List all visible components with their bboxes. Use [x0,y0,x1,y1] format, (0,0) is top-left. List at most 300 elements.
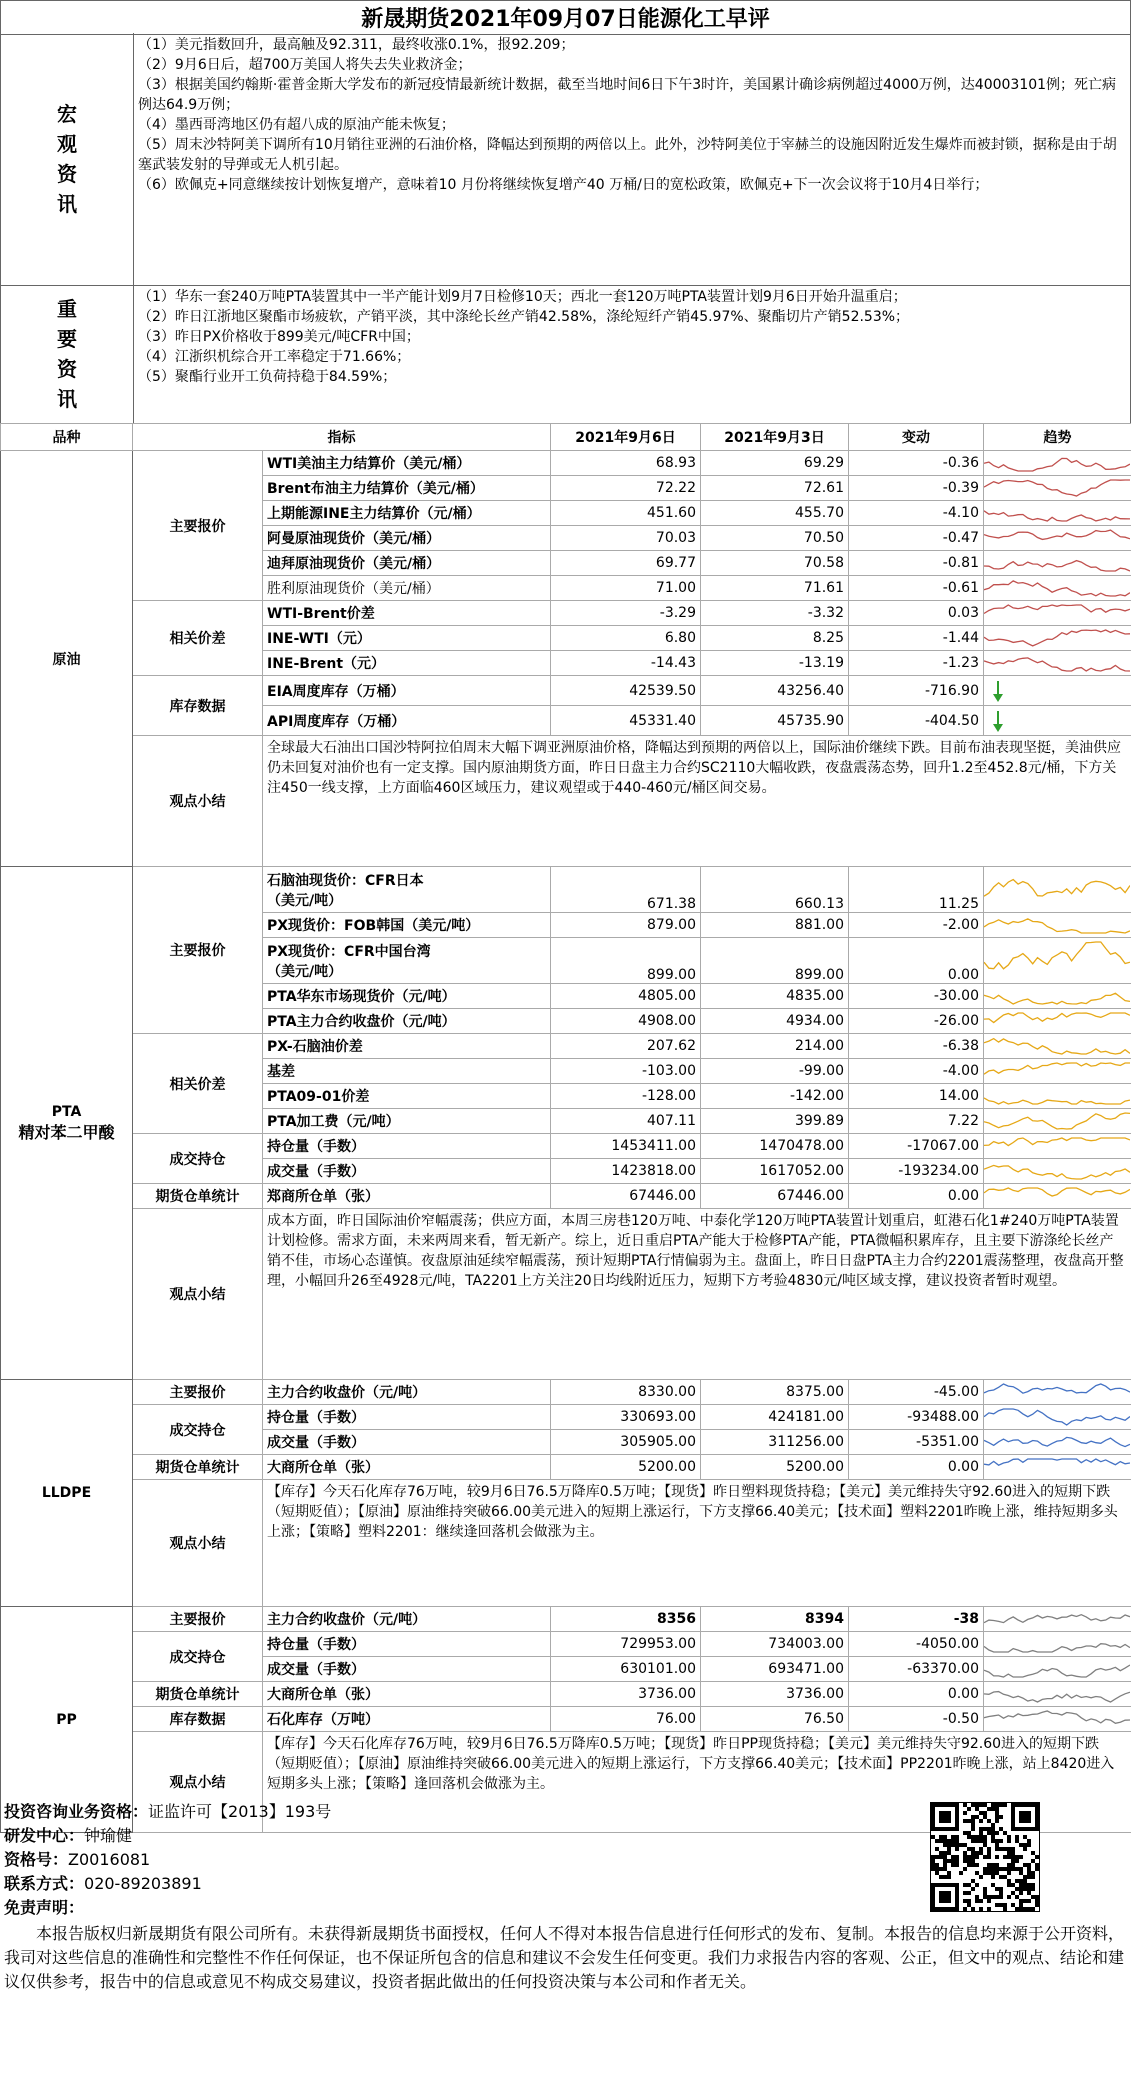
sparkline [984,576,1131,601]
row-value-2: 424181.00 [701,1405,849,1430]
row-name: 持仓量（手数） [263,1134,551,1159]
sparkline-chart [984,602,1130,624]
lldpe-category: LLDPE [1,1380,133,1607]
row-change: -4050.00 [849,1632,984,1657]
header-variety: 品种 [1,424,133,451]
qr-module [931,1859,935,1863]
sparkline [984,1380,1131,1405]
row-change: 0.00 [849,1682,984,1707]
macro-label-char: 观 [57,132,77,156]
row-value-2: 660.13 [701,867,849,913]
row-value-1: -3.29 [551,601,701,626]
crude-view-text: 全球最大石油出口国沙特阿拉伯周末大幅下调亚洲原油价格，降幅达到预期的两倍以上，国际油价继续下跌。目前布油表现坚挺，美油供应仍未回复对油价也有一定支撑。国内原油期货方面，昨日日盘主力合约SC2110大幅收跌，夜盘震荡态势，回升1.2至452.8元/桶，下方关注450一线支撑，上方面临460区域压力，建议观望或于440-460元/桶区间交易。 [263,736,1131,867]
sparkline [984,651,1131,676]
row-value-1: 4805.00 [551,984,701,1009]
table-row [1,1184,1131,1209]
pta-name: PTA [51,1103,82,1120]
row-value-1: 70.03 [551,526,701,551]
qr-module [999,1891,1003,1895]
row-name: 上期能源INE主力结算价（元/桶） [263,501,551,526]
row-name: 持仓量（手数） [263,1405,551,1430]
important-item: （4）江浙织机综合开工率稳定于71.66%； [138,349,411,365]
qr-module [983,1811,987,1815]
macro-item: （2）9月6日后，超700万美国人将失去失业救济金； [138,57,472,73]
row-name: EIA周度库存（万桶） [263,676,551,706]
pp-category: PP [1,1607,133,1833]
qr-module [1031,1887,1035,1891]
sparkline-chart [984,1608,1130,1630]
sparkline-chart [984,627,1130,649]
sparkline [984,1657,1131,1682]
qr-module [1011,1863,1015,1867]
qr-module [995,1807,999,1811]
row-value-1: 671.38 [551,867,701,913]
sparkline-line [984,605,1130,614]
pp-sub-warrant: 期货仓单统计 [133,1682,263,1707]
qr-module [971,1907,975,1911]
important-label-char: 资 [57,357,77,381]
table-row [1,601,1131,626]
sparkline-chart [984,868,1130,912]
row-value-2: 8375.00 [701,1380,849,1405]
row-value-1: -14.43 [551,651,701,676]
crude-sub-stock: 库存数据 [133,676,263,736]
sparkline [984,867,1131,913]
qr-module [991,1831,995,1835]
qr-module [979,1851,983,1855]
row-name: 主力合约收盘价（元/吨） [263,1607,551,1632]
qr-module [967,1847,971,1851]
crude-sub-spread: 相关价差 [133,601,263,676]
qr-module [963,1811,967,1815]
row-change: -4.00 [849,1059,984,1084]
sparkline-chart [984,452,1130,474]
qr-module [971,1863,975,1867]
row-value-2: 3736.00 [701,1682,849,1707]
qr-module [995,1803,999,1807]
row-value-2: 43256.40 [701,676,849,706]
qr-module [947,1859,951,1863]
qr-module [1007,1839,1011,1843]
row-value-1: 69.77 [551,551,701,576]
row-value-2: 71.61 [701,576,849,601]
qr-module [967,1831,971,1835]
row-value-1: 8330.00 [551,1380,701,1405]
sparkline [984,1059,1131,1084]
important-section [0,285,1131,424]
qr-module [1007,1847,1011,1851]
row-name: PTA华东市场现货价（元/吨） [263,984,551,1009]
qr-module [1007,1867,1011,1871]
qr-module [1019,1883,1023,1887]
qr-module [951,1855,955,1859]
row-change: -30.00 [849,984,984,1009]
qr-module [1015,1907,1019,1911]
qr-module [987,1871,991,1875]
qr-module [1031,1871,1035,1875]
qr-module [983,1855,987,1859]
row-value-1: 729953.00 [551,1632,701,1657]
qr-module [943,1867,947,1871]
footer-key: 联系方式： [4,1874,85,1893]
qr-module [979,1847,983,1851]
qr-module [1027,1891,1031,1895]
row-value-2: 4835.00 [701,984,849,1009]
table-row [1,1380,1131,1405]
row-value-2: 8.25 [701,626,849,651]
qr-module [955,1839,959,1843]
sparkline [984,1034,1131,1059]
qr-module [1023,1835,1027,1839]
sparkline [984,1084,1131,1109]
sparkline-chart [984,1110,1130,1132]
pta-sub-quote: 主要报价 [133,867,263,1034]
macro-item: （1）美元指数回升，最高触及92.311，最终收涨0.1%，报92.209； [138,37,575,53]
qr-module [963,1859,967,1863]
pp-sub-volume: 成交持仓 [133,1632,263,1682]
qr-module [1007,1895,1011,1899]
row-value-2: 70.58 [701,551,849,576]
row-value-2: 693471.00 [701,1657,849,1682]
row-change: -0.50 [849,1707,984,1732]
qr-module [1031,1851,1035,1855]
qr-module [991,1827,995,1831]
qr-module [1015,1867,1019,1871]
lldpe-sub-view: 观点小结 [133,1480,263,1607]
qr-module [1027,1883,1031,1887]
qr-module [995,1887,999,1891]
sparkline-line [984,530,1130,539]
qr-module [987,1855,991,1859]
row-value-2: 881.00 [701,913,849,938]
row-name [263,938,551,984]
qr-module [967,1899,971,1903]
sparkline-line [984,630,1130,646]
row-value-2: 5200.00 [701,1455,849,1480]
pta-view-text: 成本方面，昨日国际油价窄幅震荡；供应方面，本周三房巷120万吨、中泰化学120万吨PTA装置计划重启，虹港石化1#240万吨PTA装置计划检修。需求方面，未来两周来看，暂无新产。综上，近日重启PTA产能大于检修PTA产能，PTA微幅积累库存，且主要下游涤纶长丝产销不佳，市场心态谨慎。夜盘原油延续窄幅震荡，预计短期PTA行情偏弱为主。盘面上，昨日日盘PTA主力合约2201震荡整理，夜盘高开整理，小幅回升26至4928元/吨，TA2201上方关注20日均线附近压力，短期下方考验4830元/吨区域支撑，建议投资者暂时观望。 [263,1209,1131,1380]
qr-module [979,1875,983,1879]
sparkline-line [984,1098,1130,1104]
qr-module [1023,1907,1027,1911]
row-value-1: -128.00 [551,1084,701,1109]
qr-module [975,1899,979,1903]
qr-module [1003,1907,1007,1911]
qr-module [1019,1855,1023,1859]
qr-module [975,1863,979,1867]
sparkline-line [984,1013,1130,1023]
important-item: （1）华东一套240万吨PTA装置其中一半产能计划9月7日检修10天；西北一套120万吨PTA装置计划9月6日开始升温重启； [138,289,907,305]
qr-module [987,1819,991,1823]
row-name: INE-Brent（元） [263,651,551,676]
row-value-2: 70.50 [701,526,849,551]
qr-module [971,1815,975,1819]
row-change: -93488.00 [849,1405,984,1430]
down-arrow-icon [984,677,1131,705]
macro-label-char: 资 [57,162,77,186]
qr-module [939,1855,943,1859]
sparkline [984,1109,1131,1134]
macro-items [134,33,1130,285]
qr-module [1019,1843,1023,1847]
qr-module [983,1871,987,1875]
row-value-1: 42539.50 [551,676,701,706]
qr-module [979,1819,983,1823]
qr-module [943,1859,947,1863]
sparkline-chart [984,652,1130,674]
qr-module [1007,1855,1011,1859]
row-value-2: 455.70 [701,501,849,526]
qr-module [987,1899,991,1903]
qr-module [943,1835,947,1839]
row-name: 大商所仓单（张） [263,1455,551,1480]
row-value-2: 399.89 [701,1109,849,1134]
qr-module [1023,1847,1027,1851]
qr-module [975,1855,979,1859]
sparkline-line [984,942,1130,969]
qr-module [943,1843,947,1847]
qr-module [1007,1883,1011,1887]
macro-section [0,33,1131,286]
qr-module [983,1839,987,1843]
qr-module [1015,1895,1019,1899]
table-header [1,424,1131,451]
header-trend: 趋势 [984,424,1131,451]
sparkline [984,1607,1131,1632]
table-row [1,1682,1131,1707]
sparkline-line [984,1165,1130,1179]
sparkline-chart [984,577,1130,599]
row-name: 胜利原油现货价（美元/桶） [263,576,551,601]
sparkline [984,1184,1131,1209]
lldpe-sub-quote: 主要报价 [133,1380,263,1405]
qr-module [1023,1899,1027,1903]
qr-module [1027,1843,1031,1847]
qr-module [1011,1851,1015,1855]
qr-module [1023,1883,1027,1887]
sparkline [984,1430,1131,1455]
row-change: -4.10 [849,501,984,526]
qr-module [935,1867,939,1871]
important-label-char: 重 [57,297,77,321]
qr-module [999,1803,1003,1807]
row-change: -5351.00 [849,1430,984,1455]
row-name: WTI-Brent价差 [263,601,551,626]
crude-sub-quote: 主要报价 [133,451,263,601]
qr-module [943,1855,947,1859]
row-value-2: 76.50 [701,1707,849,1732]
qr-module [1007,1835,1011,1839]
qr-module [1007,1863,1011,1867]
footer-value: 020-89203891 [84,1874,202,1893]
row-name: 迪拜原油现货价（美元/桶） [263,551,551,576]
qr-module [975,1895,979,1899]
sparkline [984,938,1131,984]
sparkline-chart [984,552,1130,574]
qr-module [1003,1903,1007,1907]
row-change: -1.23 [849,651,984,676]
qr-module [995,1895,999,1899]
qr-module [1011,1859,1015,1863]
row-name: PTA加工费（元/吨） [263,1109,551,1134]
qr-module [1027,1875,1031,1879]
qr-code-icon [931,1803,1039,1911]
qr-module [995,1867,999,1871]
qr-module [1027,1871,1031,1875]
pta-sub-volume: 成交持仓 [133,1134,263,1184]
table-row [1,1405,1131,1430]
row-name-line1: PX现货价：CFR中国台湾 [267,943,431,960]
sparkline [984,526,1131,551]
sparkline-chart [984,1658,1130,1680]
qr-module [1023,1875,1027,1879]
pta-sub-view: 观点小结 [133,1209,263,1380]
qr-module [955,1855,959,1859]
row-value-2: 72.61 [701,476,849,501]
qr-module [987,1827,991,1831]
qr-module [1011,1891,1015,1895]
lldpe-sub-volume: 成交持仓 [133,1405,263,1455]
macro-label [1,33,134,285]
qr-module [967,1807,971,1811]
qr-module [975,1807,979,1811]
qr-module [967,1903,971,1907]
qr-module [991,1803,995,1807]
qr-module [999,1815,1003,1819]
qr-module [963,1907,967,1911]
qr-module [943,1851,947,1855]
row-value-1: 71.00 [551,576,701,601]
qr-module [987,1847,991,1851]
qr-module [967,1819,971,1823]
row-name: Brent布油主力结算价（美元/桶） [263,476,551,501]
qr-module [987,1907,991,1911]
sparkline-line [984,1615,1130,1623]
qr-module [955,1843,959,1847]
sparkline [984,984,1131,1009]
sparkline [984,1009,1131,1034]
table-row [1,1707,1131,1732]
row-value-1: 76.00 [551,1707,701,1732]
qr-module [1003,1803,1007,1807]
qr-module [991,1883,995,1887]
qr-module [963,1843,967,1847]
row-value-1: 45331.40 [551,706,701,736]
row-value-1: 68.93 [551,451,701,476]
row-change: -0.47 [849,526,984,551]
row-name: PX现货价：FOB韩国（美元/吨） [263,913,551,938]
table-row [1,1455,1131,1480]
qr-module [931,1867,935,1871]
table-row [1,867,1131,913]
row-change: 11.25 [849,867,984,913]
pp-sub-view: 观点小结 [133,1732,263,1833]
qr-module [939,1835,943,1839]
pta-sub-warrant: 期货仓单统计 [133,1184,263,1209]
macro-item: （4）墨西哥湾地区仍有超八成的原油产能未恢复； [138,117,455,133]
macro-item: （6）欧佩克+同意继续按计划恢复增产，意味着10 月份将继续恢复增产40 万桶/日的宽松政策，欧佩克+下一次会议将于10月4日举行； [138,177,989,193]
row-change: -716.90 [849,676,984,706]
qr-module [1015,1839,1019,1843]
qr-module [1007,1871,1011,1875]
row-value-1: 451.60 [551,501,701,526]
qr-module [971,1819,975,1823]
sparkline-line [984,1711,1130,1723]
row-change: -193234.00 [849,1159,984,1184]
important-label [1,285,134,423]
qr-module [971,1851,975,1855]
qr-module [951,1839,955,1843]
row-value-1: 67446.00 [551,1184,701,1209]
row-name: 郑商所仓单（张） [263,1184,551,1209]
sparkline-line [984,1437,1130,1446]
crude-category: 原油 [1,451,133,867]
qr-module [1011,1847,1015,1851]
row-change: -404.50 [849,706,984,736]
important-items [134,285,1130,423]
macro-item: （5）周末沙特阿美下调所有10月销往亚洲的石油价格，降幅达到预期的两倍以上。此外，沙特阿美位于宰赫兰的设施因附近发生爆炸而被封锁，据称是由于胡塞武装发射的导弹或无人机引起。 [138,137,1117,173]
table-row [1,1632,1131,1657]
qr-module [971,1803,975,1807]
row-name: 大商所仓单（张） [263,1682,551,1707]
qr-module [1023,1879,1027,1883]
qr-module [971,1835,975,1839]
sparkline [984,451,1131,476]
sparkline-chart [984,1035,1130,1057]
row-name: WTI美油主力结算价（美元/桶） [263,451,551,476]
qr-module [1035,1863,1039,1867]
qr-module [939,1875,943,1879]
lldpe-sub-warrant: 期货仓单统计 [133,1455,263,1480]
qr-module [967,1883,971,1887]
qr-module [947,1847,951,1851]
row-name: 阿曼原油现货价（美元/桶） [263,526,551,551]
sparkline-chart [984,1135,1130,1157]
qr-module [983,1803,987,1807]
row-name: PTA09-01价差 [263,1084,551,1109]
footer-key: 投资咨询业务资格： [4,1802,149,1821]
row-value-1: 8356 [551,1607,701,1632]
sparkline-line [984,458,1130,471]
sparkline-line [984,1039,1130,1054]
sparkline [984,1707,1131,1732]
sparkline [984,626,1131,651]
footer-key: 研发中心： [4,1826,85,1845]
qr-module [943,1839,947,1843]
sparkline [984,1405,1131,1430]
qr-module [943,1875,947,1879]
qr-module [1019,1879,1023,1883]
qr-module [987,1895,991,1899]
sparkline [984,551,1131,576]
qr-module [995,1903,999,1907]
qr-module [995,1863,999,1867]
row-change: -26.00 [849,1009,984,1034]
row-change: 14.00 [849,1084,984,1109]
qr-module [979,1803,983,1807]
qr-module [1011,1883,1015,1887]
row-value-1: 6.80 [551,626,701,651]
qr-module [951,1843,955,1847]
row-value-2: 69.29 [701,451,849,476]
sparkline [984,601,1131,626]
qr-module [1035,1903,1039,1907]
qr-module [967,1859,971,1863]
qr-module [987,1863,991,1867]
qr-module [971,1855,975,1859]
row-change: -38 [849,1607,984,1632]
qr-module [1015,1835,1019,1839]
row-name: API周度库存（万桶） [263,706,551,736]
